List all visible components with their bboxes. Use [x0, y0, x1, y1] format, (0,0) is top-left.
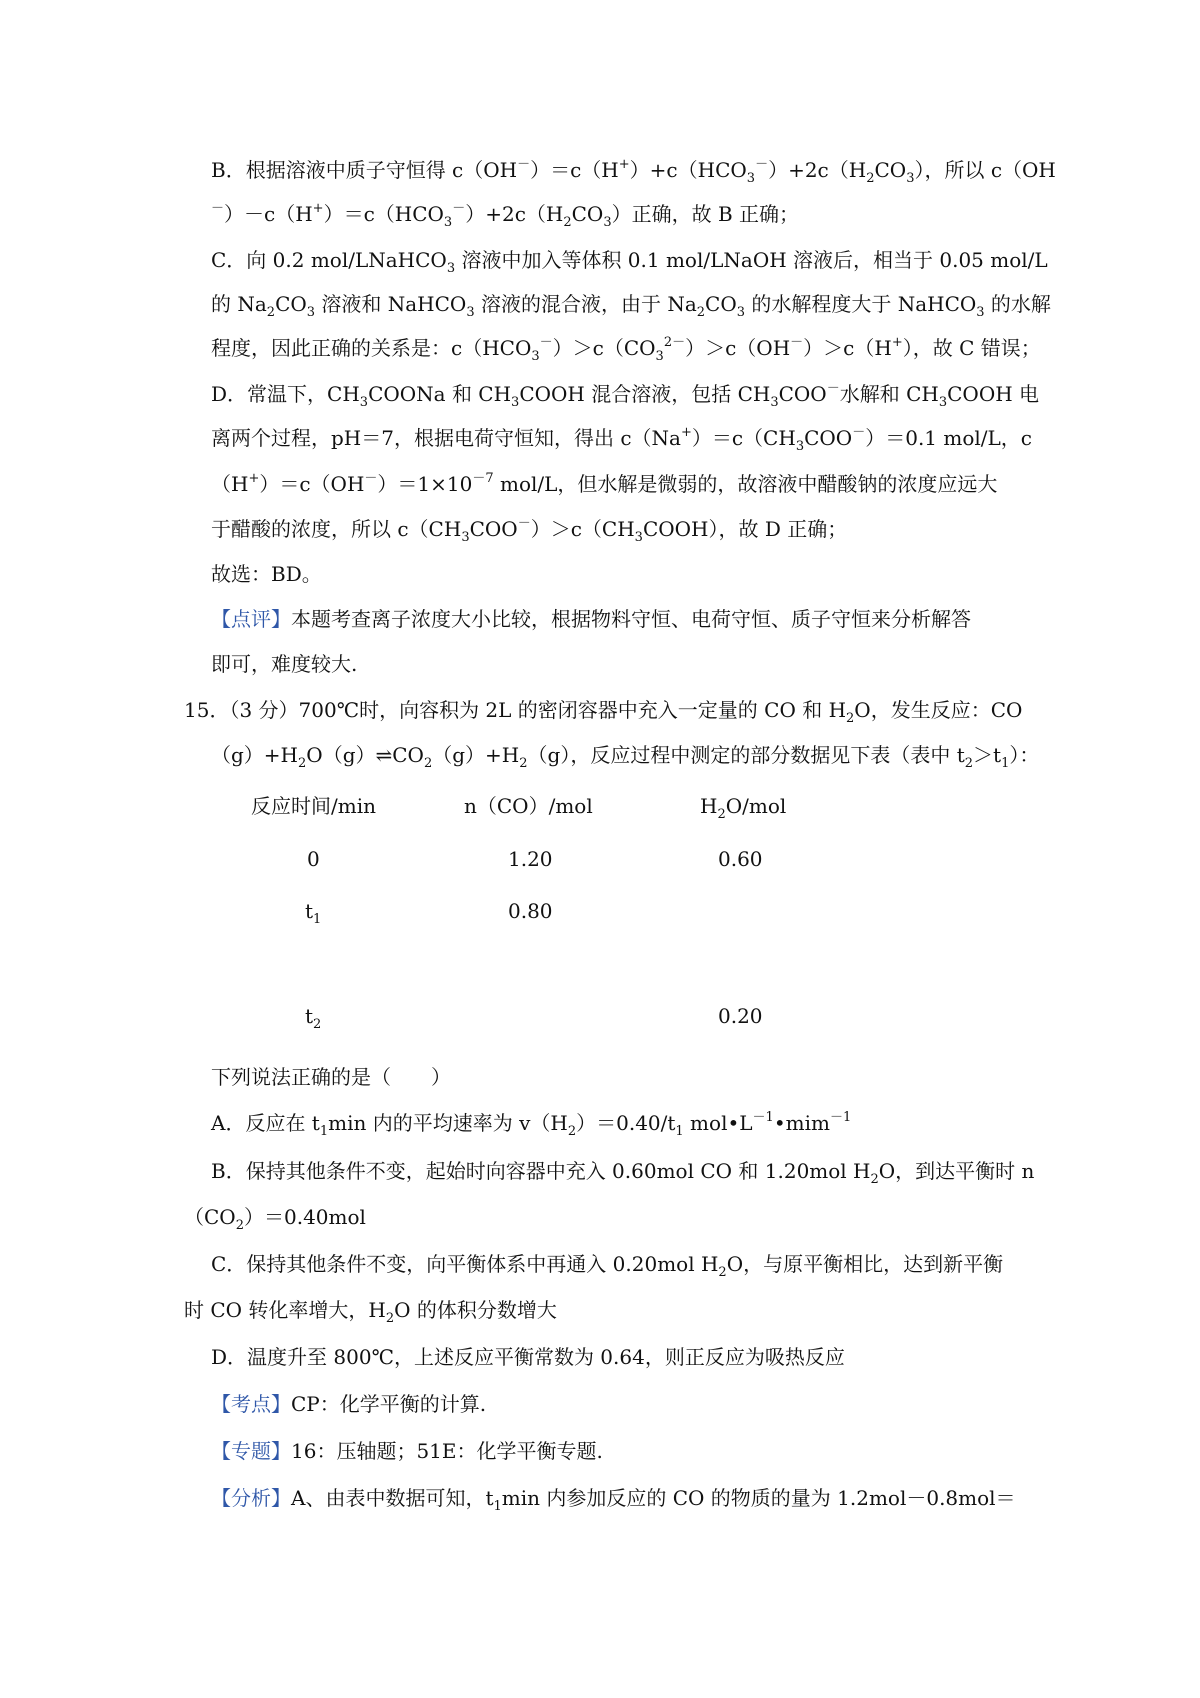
- option-d: D．温度升至 800℃，上述反应平衡常数为 0.64，则正反应为吸热反应: [211, 1345, 845, 1369]
- text-line: 即可，难度较大.: [211, 652, 358, 676]
- table-header: n（CO）/mol: [464, 794, 593, 818]
- text-line: $(CO_2)=0.40mol$: [184, 1205, 366, 1233]
- analysis: 【分析】A、由表中数据可知，$t_1\min$ 内参加反应的 CO 的物质的量为 1.2mol－0.8mol＝: [211, 1486, 1016, 1514]
- table-header: $H_2O$/mol: [700, 794, 787, 822]
- option-a: A．反应在 $t_1\min$ 内的平均速率为 $v(H_2)=0.40/t_1$ $mol•L^{-1}•mim^{-1}$: [211, 1110, 852, 1139]
- question-title: 15．（3 分）700℃时，向容积为 2L 的密闭容器中充入一定量的 CO 和 $H_2O$，发生反应：CO: [184, 698, 1023, 726]
- text-line: $(H^+)=c(OH^-)=1\times 10^{-7}$ mol/L，但水解是微弱的，故溶液中醋酸钠的浓度应远大: [211, 471, 998, 496]
- text-line: B．根据溶液中质子守恒得 $c(OH^-)=c(H^+)+c(HCO_3^-)+2c(H_2CO_3)$，所以 c（OH: [211, 157, 1056, 186]
- table-cell: 0.60: [718, 847, 763, 871]
- table-cell: $t_2$: [305, 1004, 322, 1032]
- option-c: C．保持其他条件不变，向平衡体系中再通入 0.20mol $H_2O$，与原平衡相比，达到新平衡: [211, 1252, 1004, 1280]
- table-header: 反应时间/min: [251, 794, 376, 818]
- comment-line: 【点评】本题考查离子浓度大小比较，根据物料守恒、电荷守恒、质子守恒来分析解答: [211, 607, 971, 631]
- table-cell: $t_1$: [305, 899, 322, 927]
- text-line: 于醋酸的浓度，所以 $c(CH_3COO^-)>c(CH_3COOH)$，故 D 正确；: [211, 516, 848, 545]
- table-cell: 1.20: [508, 847, 553, 871]
- text-line: 下列说法正确的是（ ）: [211, 1065, 451, 1089]
- table-cell: 0.20: [718, 1004, 763, 1028]
- text-line: 程度，因此正确的关系是：$c(HCO_3^-)>c(CO_3^{2-})>c(OH^-)>c(H^+)$，故 C 错误；: [211, 335, 1041, 364]
- text-line: $^-)-c(H^+)=c(HCO_3^-)+2c(H_2CO_3)$正确，故 B 正确；: [211, 201, 800, 230]
- text-line: C．向 0.2 mol/LNaHCO$_3$ 溶液中加入等体积 0.1 mol/LNaOH 溶液后，相当于 0.05 mol/L: [211, 248, 1048, 276]
- text-line: 离两个过程，pH＝7，根据电荷守恒知，得出 $c(Na^+)=c(CH_3COO^-)=0.1$ mol/L，c: [211, 425, 1033, 454]
- table-cell: 0: [307, 847, 320, 871]
- text-line: 时 CO 转化率增大，$H_2O$ 的体积分数增大: [184, 1298, 557, 1326]
- text-line: 故选：BD。: [211, 562, 322, 586]
- text-line: D．常温下，$CH_3COONa$ 和 $CH_3COOH$ 混合溶液，包括 $CH_3COO^-$水解和 $CH_3COOH$ 电: [211, 381, 1040, 410]
- text-line: $(g)+H_2O(g)\rightleftharpoons CO_2(g)+H_2(g)$，反应过程中测定的部分数据见下表（表中 $t_2>t_1$）：: [211, 743, 1040, 771]
- knowledge-point: 【考点】CP：化学平衡的计算.: [211, 1392, 487, 1416]
- topic: 【专题】16：压轴题；51E：化学平衡专题.: [211, 1439, 603, 1463]
- text-line: 的 $Na_2CO_3$ 溶液和 NaHCO$_3$ 溶液的混合液，由于 $Na_2CO_3$ 的水解程度大于 NaHCO$_3$ 的水解: [211, 292, 1051, 320]
- option-b: B．保持其他条件不变，起始时向容器中充入 0.60mol CO 和 1.20mol $H_2O$，到达平衡时 n: [211, 1159, 1035, 1187]
- table-cell: 0.80: [508, 899, 553, 923]
